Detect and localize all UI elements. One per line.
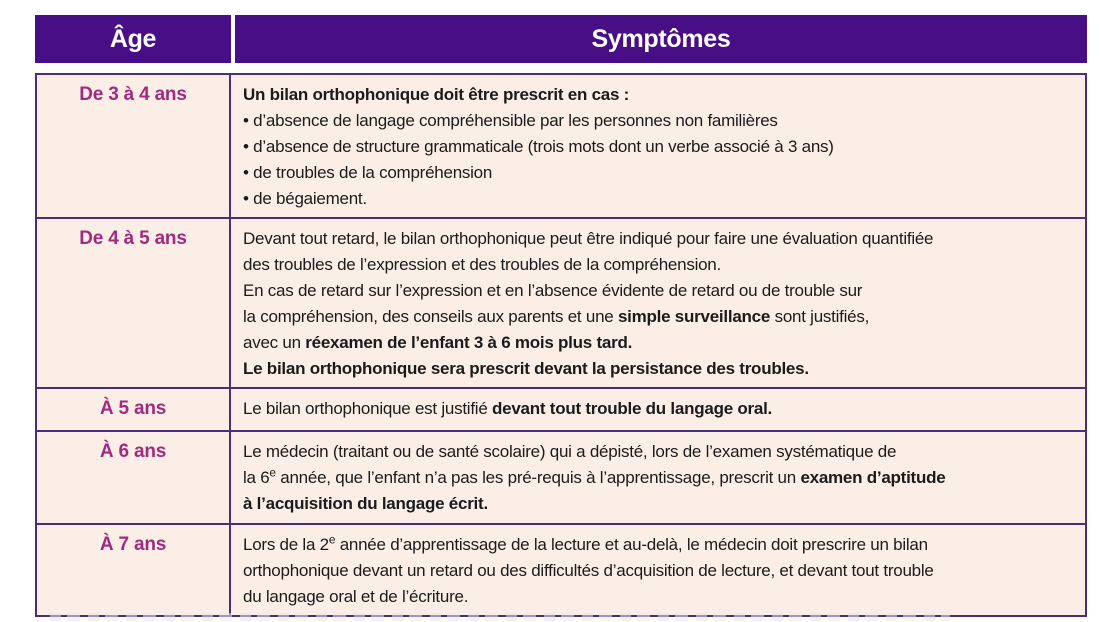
age-cell: De 4 à 5 ans — [37, 219, 231, 387]
age-cell: À 7 ans — [37, 525, 231, 615]
age-cell: De 3 à 4 ans — [37, 75, 231, 217]
symptoms-cell: Un bilan orthophonique doit être prescrit en cas : • d’absence de langage compréhensible par les personnes non familières • d’absence de structure grammaticale (trois mots dont un verbe associé à 3 ans) • de troubles de la compréhension • de bégaiement. — [243, 85, 834, 208]
table-header — [35, 15, 1087, 63]
age-cell: À 5 ans — [37, 389, 231, 430]
age-cell: À 6 ans — [37, 432, 231, 523]
table-body — [35, 73, 1087, 617]
header-age: Âge — [35, 15, 231, 63]
symptoms-cell: Lors de la 2e année d’apprentissage de la lecture et au-delà, le médecin doit prescrire un bilan orthophonique devant un retard ou des difficultés d’acquisition de lecture, et devant tout trouble du langage oral et de l’écriture. — [243, 532, 934, 606]
cropped-footnote-strip — [50, 613, 950, 621]
header-symptoms: Symptômes — [235, 15, 1087, 63]
symptoms-cell: Le médecin (traitant ou de santé scolaire) qui a dépisté, lors de l’examen systématique de la 6e année, que l’enfant n’a pas les pré-requis à l’apprentissage, prescrit un examen d’aptitude à l’acquisition du langage écrit. — [243, 442, 946, 513]
table-row-7-ans — [37, 523, 1085, 615]
symptoms-cell: Devant tout retard, le bilan orthophonique peut être indiqué pour faire une évaluation quantifiée des troubles de l’expression et des troubles de la compréhension. En cas de retard sur l’expression et en l’absence évidente de retard ou de trouble sur la compréhension, des conseils aux parents et une simple surveillance sont justifiés, avec un réexamen de l’enfant 3 à 6 mois plus tard. Le bilan orthophonique sera prescrit devant la persistance des troubles. — [243, 229, 934, 378]
table-row-3-4-ans — [37, 75, 1085, 217]
symptoms-cell: Le bilan orthophonique est justifié devant tout trouble du langage oral. — [243, 399, 773, 418]
table-row-5-ans — [37, 387, 1085, 430]
table-row-6-ans — [37, 430, 1085, 523]
table-row-4-5-ans — [37, 217, 1085, 387]
symptoms-table — [35, 15, 1087, 617]
